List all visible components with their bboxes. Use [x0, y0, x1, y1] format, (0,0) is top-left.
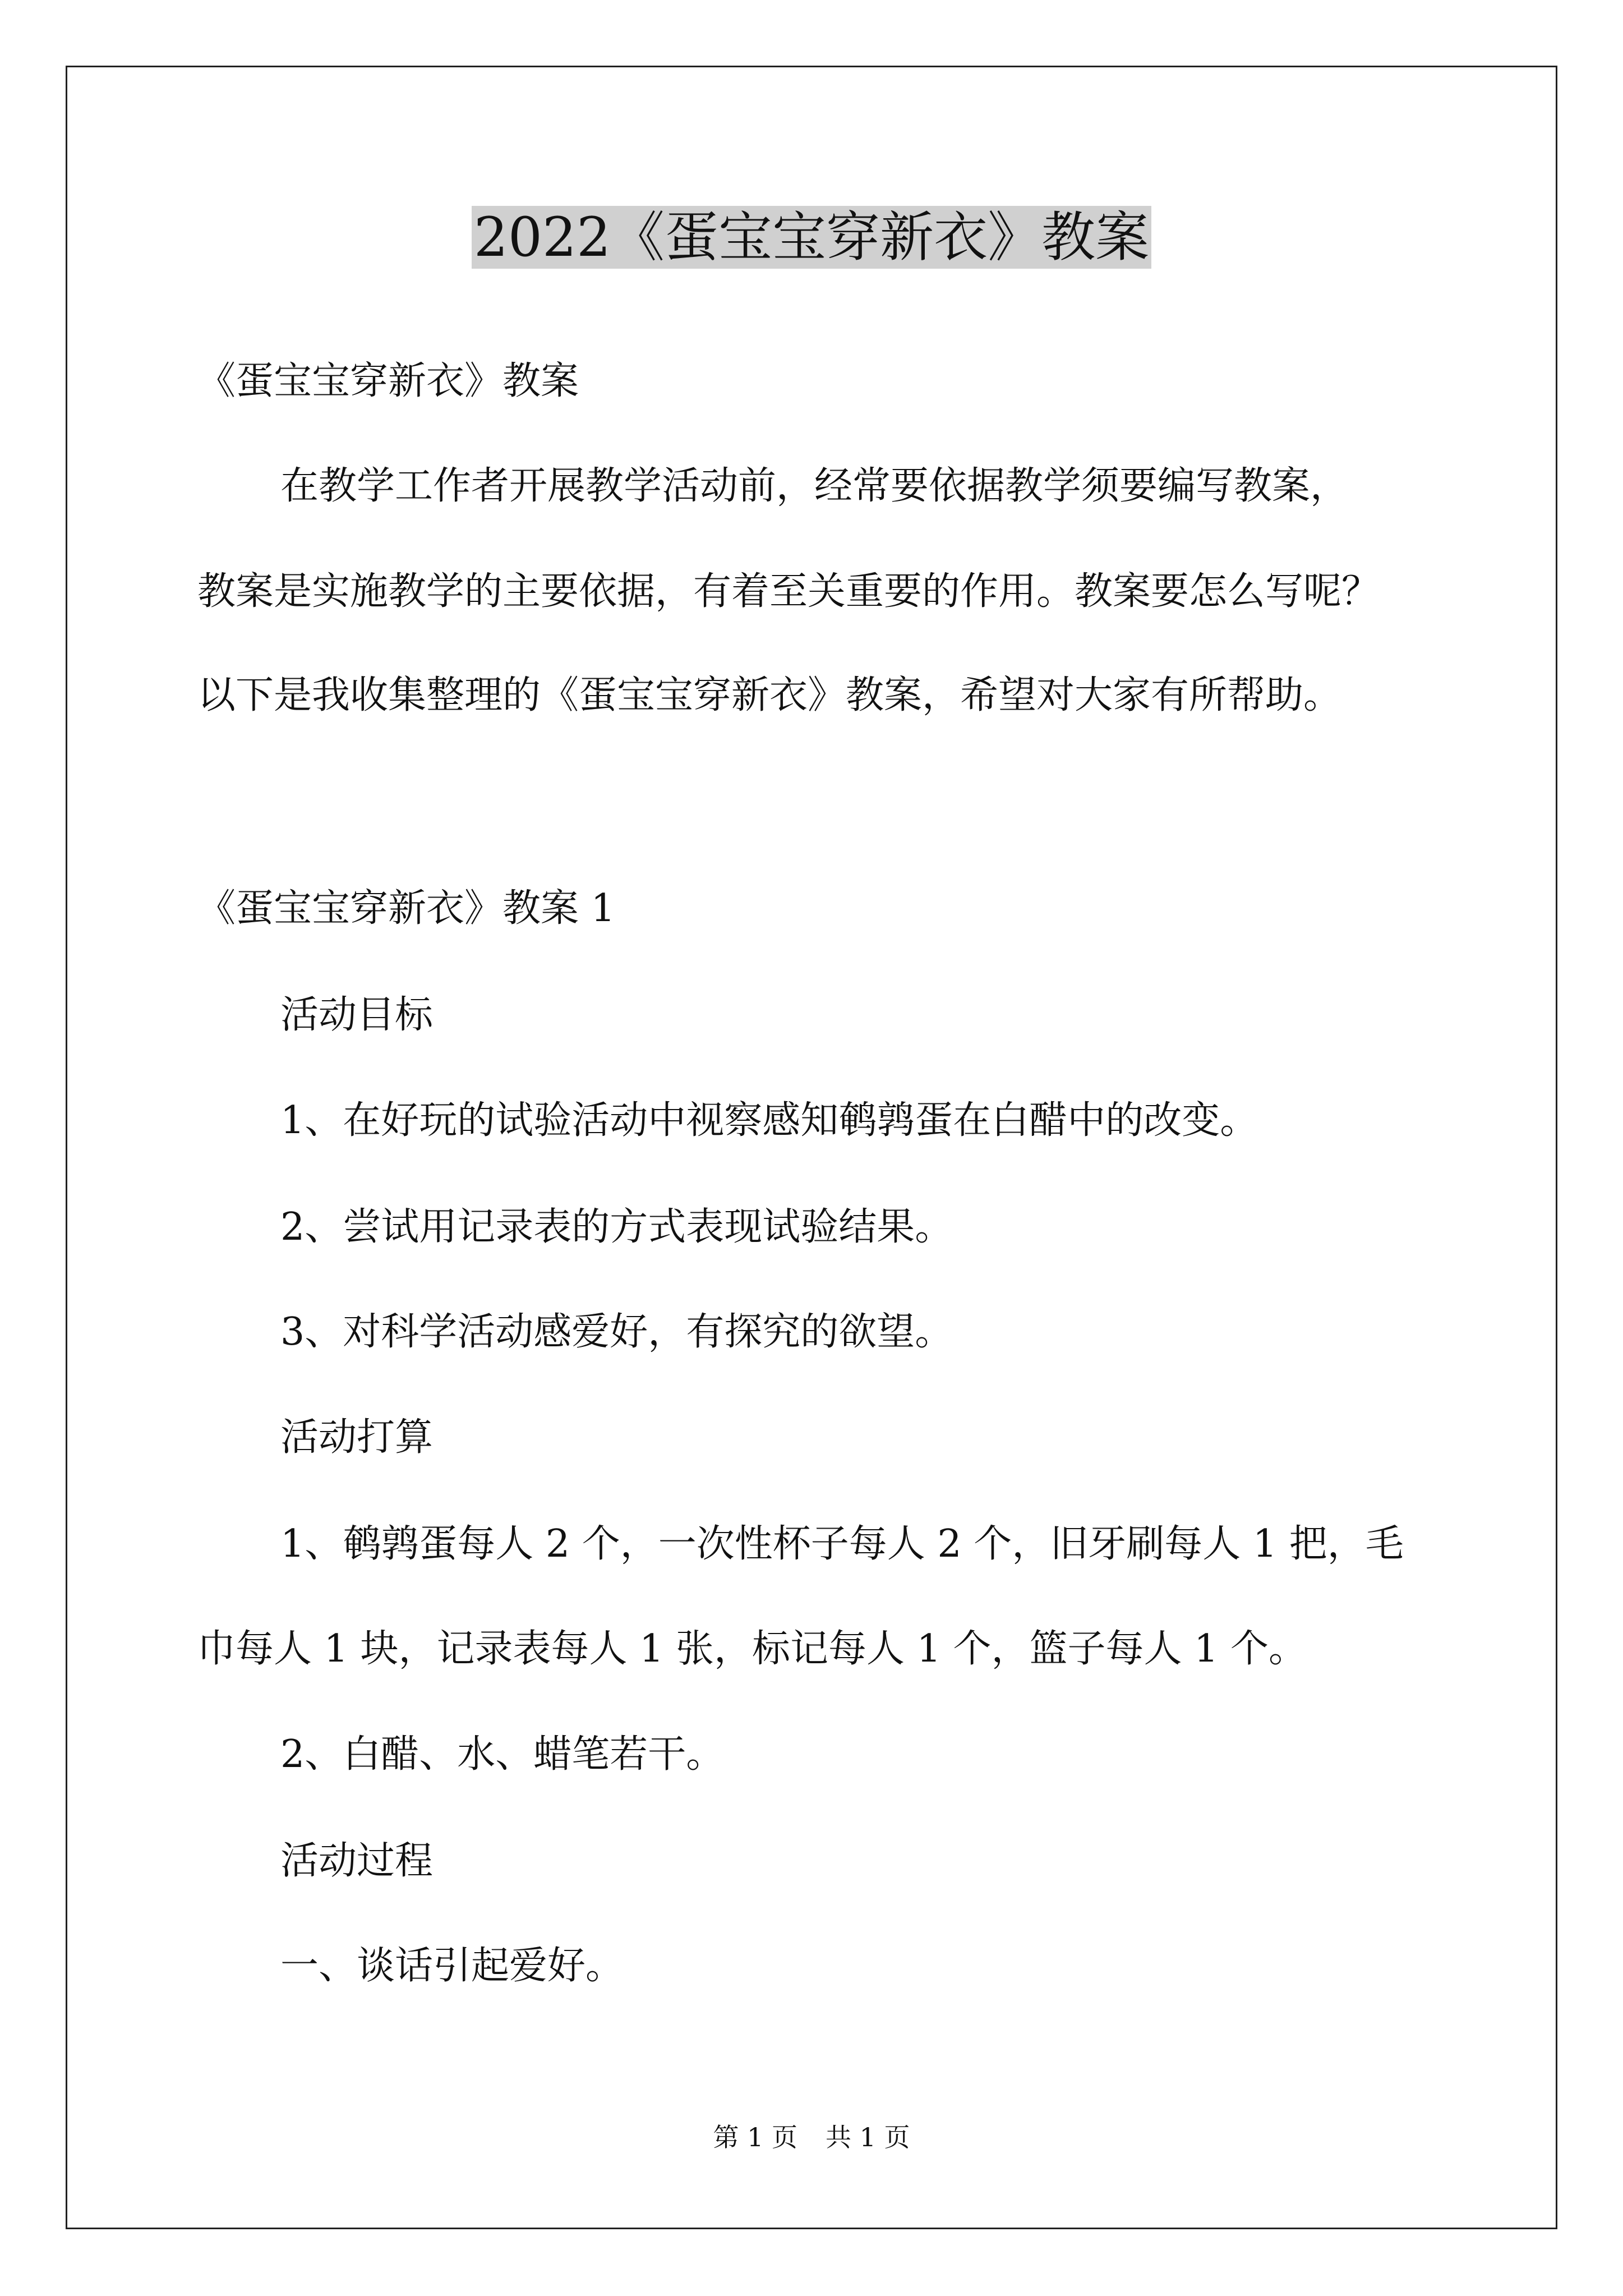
document-title	[0, 201, 1623, 274]
list-item: 一、谈话引起爱好。	[280, 1944, 624, 1988]
subsection-heading: 活动打算	[280, 1415, 434, 1460]
section-heading: 《蛋宝宝穿新衣》教案 1	[197, 886, 615, 931]
doc-subtitle: 《蛋宝宝穿新衣》教案	[197, 359, 579, 403]
page-number-current: 第 1 页	[713, 2122, 797, 2152]
list-item-continuation: 巾每人 1 块，记录表每人 1 张，标记每人 1 个，篮子每人 1 个。	[197, 1627, 1307, 1671]
paragraph-line: 教案是实施教学的主要依据，有着至关重要的作用。教案要怎么写呢？	[197, 569, 1380, 614]
paragraph-line: 以下是我收集整理的《蛋宝宝穿新衣》教案，希望对大家有所帮助。	[197, 673, 1342, 717]
title-text: 2022《蛋宝宝穿新衣》教案	[472, 206, 1151, 269]
subsection-heading: 活动过程	[280, 1839, 434, 1883]
page-number-total: 共 1 页	[826, 2122, 910, 2152]
list-item: 2、白醋、水、蜡笔若干。	[280, 1732, 725, 1777]
paragraph-line: 在教学工作者开展教学活动前，经常要依据教学须要编写教案，	[280, 464, 1349, 508]
list-item: 2、尝试用记录表的方式表现试验结果。	[280, 1205, 953, 1249]
list-item: 1、在好玩的试验活动中视察感知鹌鹑蛋在白醋中的改变。	[280, 1098, 1258, 1143]
page-footer	[0, 2120, 1623, 2154]
subsection-heading: 活动目标	[280, 993, 434, 1037]
list-item: 1、鹌鹑蛋每人 2 个，一次性杯子每人 2 个，旧牙刷每人 1 把，毛	[280, 1522, 1404, 1566]
list-item: 3、对科学活动感爱好，有探究的欲望。	[280, 1310, 953, 1354]
